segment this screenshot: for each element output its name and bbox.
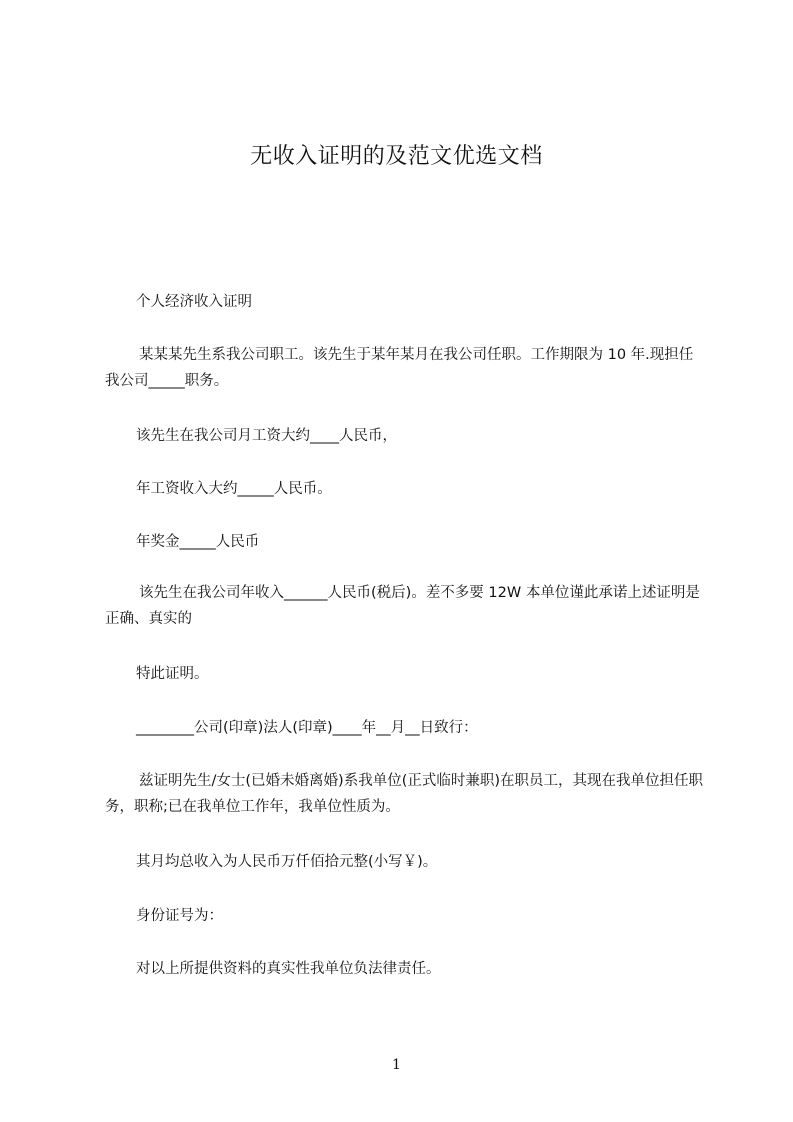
- paragraph-monthly-income: 其月均总收入为人民币万仟佰拾元整(小写￥)。: [136, 854, 438, 870]
- paragraph-heading: 个人经济收入证明: [136, 294, 252, 310]
- document-title: 无收入证明的及范文优选文档: [250, 144, 543, 169]
- paragraph-employee-status: 兹证明先生/女士(已婚未婚离婚)系我单位(正式临时兼职)在职员工，其现在我单位担任职务，职称;已在我单位工作年，我单位性质为。: [105, 773, 704, 815]
- paragraph-employment: 某某某先生系我公司职工。该先生于某年某月在我公司任职。工作期限为 10 年.现担任我公司_____职务。: [105, 347, 694, 389]
- paragraph-id-number: 身份证号为：: [136, 908, 223, 924]
- paragraph-certification: 特此证明。: [136, 666, 209, 682]
- paragraph-annual-income: 该先生在我公司年收入______人民币(税后)。差不多要 12W 本单位谨此承诺上述证明是正确、真实的: [105, 585, 700, 627]
- paragraph-signature-line: ________公司(印章)法人(印章)____年__月__日致行：: [136, 720, 478, 736]
- paragraph-annual-bonus: 年奖金_____人民币: [136, 534, 260, 550]
- page-number: 1: [392, 1057, 401, 1073]
- paragraph-legal-responsibility: 对以上所提供资料的真实性我单位负法律责任。: [136, 961, 441, 977]
- paragraph-annual-salary: 年工资收入大约_____人民币。: [136, 481, 332, 497]
- paragraph-monthly-salary: 该先生在我公司月工资大约____人民币，: [136, 428, 397, 444]
